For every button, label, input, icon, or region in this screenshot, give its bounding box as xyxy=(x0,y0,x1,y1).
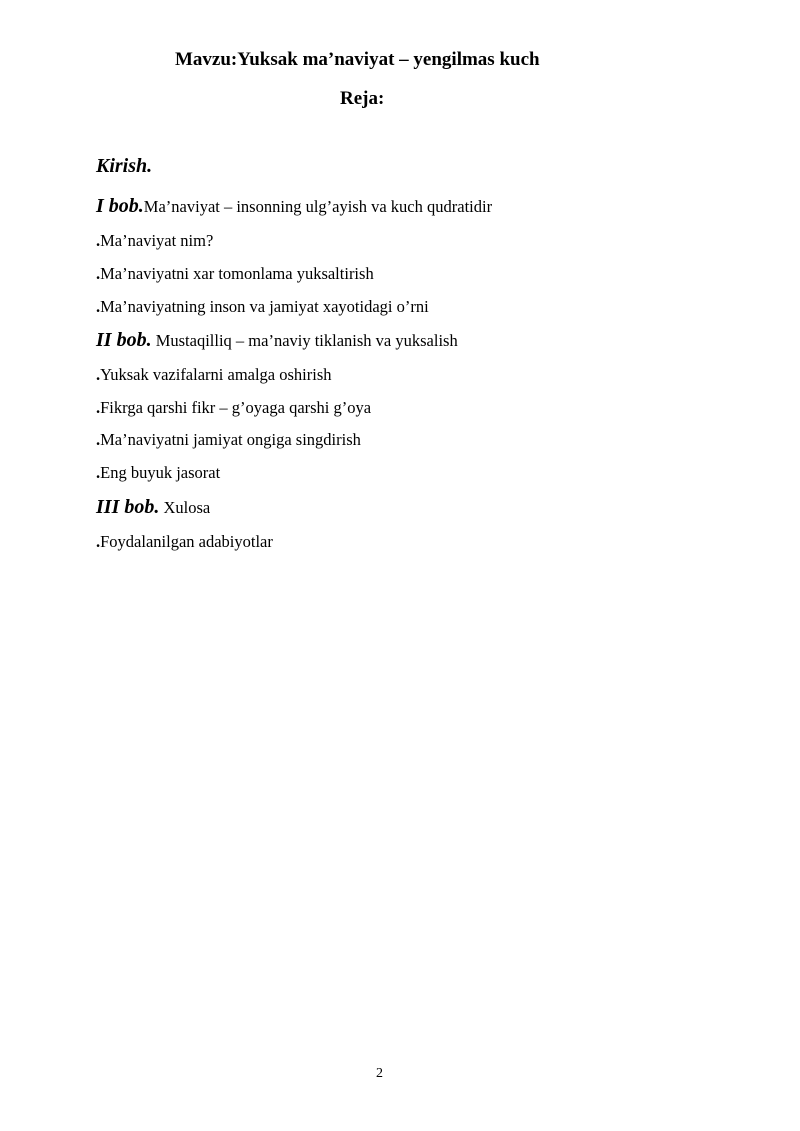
chapter-2-title: Mustaqilliq – ma’naviy tiklanish va yuksalish xyxy=(155,331,458,350)
chapter-2-line xyxy=(96,328,458,352)
bullet-dot: . xyxy=(96,297,101,316)
intro-line xyxy=(96,154,152,178)
list-item xyxy=(96,463,220,483)
chapter-3-line xyxy=(96,495,210,519)
chapter-1-label: I bob. xyxy=(96,195,144,217)
list-item xyxy=(96,297,429,317)
page-number: 2 xyxy=(376,1066,383,1081)
list-item xyxy=(96,365,332,385)
bullet-dot: . xyxy=(96,231,101,250)
bullet-dot: . xyxy=(96,463,101,482)
list-item-text: Ma’naviyatning inson va jamiyat xayotidagi o’rni xyxy=(100,297,429,316)
list-item-text: Yuksak vazifalarni amalga oshirish xyxy=(100,365,332,384)
chapter-3-title: Xulosa xyxy=(163,498,211,517)
bullet-dot: . xyxy=(96,264,101,283)
bullet-dot: . xyxy=(96,532,101,551)
document-title: Mavzu:Yuksak ma’naviyat – yengilmas kuch xyxy=(175,49,540,70)
bullet-dot: . xyxy=(96,430,101,449)
list-item-text: Foydalanilgan adabiyotlar xyxy=(100,532,273,551)
list-item xyxy=(96,264,374,284)
list-item xyxy=(96,532,273,552)
list-item-text: Ma’naviyatni xar tomonlama yuksaltirish xyxy=(100,264,374,283)
chapter-2-label: II bob. xyxy=(96,329,152,351)
list-item-text: Eng buyuk jasorat xyxy=(100,463,221,482)
chapter-1-title: Ma’naviyat – insonning ulg’ayish va kuch qudratidir xyxy=(143,197,493,216)
list-item-text: Fikrga qarshi fikr – g’oyaga qarshi g’oya xyxy=(100,398,372,417)
plan-heading: Reja: xyxy=(340,88,385,109)
bullet-dot: . xyxy=(96,365,101,384)
list-item-text: Ma’naviyatni jamiyat ongiga singdirish xyxy=(100,430,361,449)
bullet-dot: . xyxy=(96,398,101,417)
list-item xyxy=(96,398,371,418)
chapter-1-line xyxy=(96,194,492,218)
list-item xyxy=(96,430,361,450)
list-item xyxy=(96,231,213,251)
chapter-3-label: III bob. xyxy=(96,496,160,518)
list-item-text: Ma’naviyat nim? xyxy=(100,231,214,250)
intro-heading: Kirish. xyxy=(96,155,153,177)
